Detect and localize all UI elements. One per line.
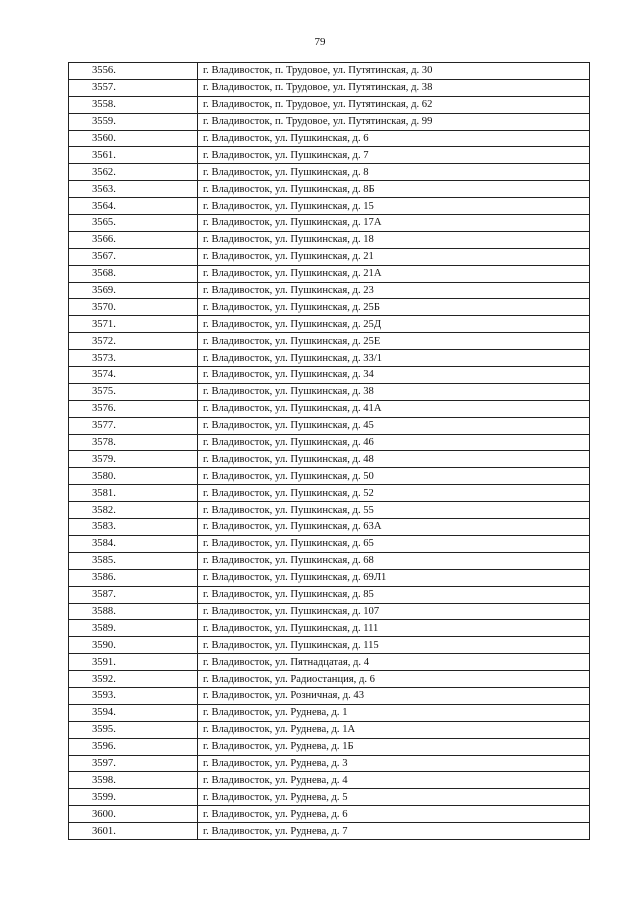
row-number: 3557. [69,79,198,96]
row-address: г. Владивосток, п. Трудовое, ул. Путятинская, д. 30 [198,63,590,80]
row-number: 3574. [69,367,198,384]
row-number: 3579. [69,451,198,468]
row-address: г. Владивосток, ул. Пушкинская, д. 63А [198,519,590,536]
table-row [69,519,590,536]
row-address: г. Владивосток, ул. Пушкинская, д. 23 [198,282,590,299]
row-address: г. Владивосток, ул. Пятнадцатая, д. 4 [198,654,590,671]
row-number: 3580. [69,468,198,485]
table-row [69,316,590,333]
row-number: 3595. [69,721,198,738]
row-number: 3592. [69,671,198,688]
row-address: г. Владивосток, ул. Руднева, д. 1Б [198,738,590,755]
row-number: 3572. [69,333,198,350]
row-address: г. Владивосток, ул. Руднева, д. 6 [198,806,590,823]
row-number: 3585. [69,552,198,569]
row-address: г. Владивосток, п. Трудовое, ул. Путятинская, д. 99 [198,113,590,130]
table-row [69,434,590,451]
row-address: г. Владивосток, ул. Руднева, д. 1А [198,721,590,738]
table-row [69,704,590,721]
row-address: г. Владивосток, ул. Пушкинская, д. 50 [198,468,590,485]
row-address: г. Владивосток, ул. Пушкинская, д. 111 [198,620,590,637]
table-row [69,400,590,417]
row-address: г. Владивосток, ул. Пушкинская, д. 85 [198,586,590,603]
table-row [69,789,590,806]
row-number: 3588. [69,603,198,620]
row-number: 3565. [69,215,198,232]
table-row [69,215,590,232]
row-address: г. Владивосток, ул. Пушкинская, д. 21 [198,248,590,265]
row-address: г. Владивосток, ул. Радиостанция, д. 6 [198,671,590,688]
row-address: г. Владивосток, ул. Пушкинская, д. 6 [198,130,590,147]
row-number: 3556. [69,63,198,80]
row-number: 3577. [69,417,198,434]
table-row [69,569,590,586]
table-row [69,96,590,113]
row-number: 3587. [69,586,198,603]
row-number: 3582. [69,502,198,519]
row-number: 3562. [69,164,198,181]
row-number: 3594. [69,704,198,721]
row-number: 3575. [69,383,198,400]
row-number: 3559. [69,113,198,130]
row-address: г. Владивосток, ул. Пушкинская, д. 18 [198,231,590,248]
table-row [69,738,590,755]
row-number: 3563. [69,181,198,198]
table-row [69,164,590,181]
table-row [69,333,590,350]
row-address: г. Владивосток, п. Трудовое, ул. Путятинская, д. 62 [198,96,590,113]
table-row [69,383,590,400]
table-row [69,671,590,688]
table-row [69,620,590,637]
row-number: 3560. [69,130,198,147]
row-number: 3584. [69,535,198,552]
row-address: г. Владивосток, ул. Пушкинская, д. 55 [198,502,590,519]
row-address: г. Владивосток, ул. Пушкинская, д. 45 [198,417,590,434]
table-row [69,637,590,654]
row-number: 3570. [69,299,198,316]
table-row [69,350,590,367]
row-address: г. Владивосток, ул. Пушкинская, д. 21А [198,265,590,282]
table-row [69,63,590,80]
table-row [69,367,590,384]
table-row [69,130,590,147]
row-address: г. Владивосток, ул. Пушкинская, д. 7 [198,147,590,164]
row-address: г. Владивосток, ул. Пушкинская, д. 15 [198,198,590,215]
table-row [69,282,590,299]
row-number: 3597. [69,755,198,772]
row-number: 3589. [69,620,198,637]
table-row [69,552,590,569]
row-number: 3567. [69,248,198,265]
table-row [69,451,590,468]
row-address: г. Владивосток, ул. Пушкинская, д. 41А [198,400,590,417]
row-address: г. Владивосток, ул. Розничная, д. 43 [198,687,590,704]
row-address: г. Владивосток, ул. Пушкинская, д. 33/1 [198,350,590,367]
table-row [69,485,590,502]
row-address: г. Владивосток, ул. Пушкинская, д. 25Е [198,333,590,350]
row-address: г. Владивосток, ул. Руднева, д. 4 [198,772,590,789]
row-address: г. Владивосток, ул. Пушкинская, д. 8 [198,164,590,181]
page-number: 79 [314,36,326,48]
table-row [69,806,590,823]
row-address: г. Владивосток, ул. Пушкинская, д. 25Б [198,299,590,316]
row-address: г. Владивосток, ул. Руднева, д. 7 [198,823,590,840]
row-address: г. Владивосток, ул. Пушкинская, д. 69Л1 [198,569,590,586]
row-number: 3568. [69,265,198,282]
row-number: 3558. [69,96,198,113]
row-number: 3571. [69,316,198,333]
row-address: г. Владивосток, ул. Пушкинская, д. 46 [198,434,590,451]
row-address: г. Владивосток, п. Трудовое, ул. Путятинская, д. 38 [198,79,590,96]
row-number: 3566. [69,231,198,248]
table-row [69,535,590,552]
table-row [69,113,590,130]
row-number: 3586. [69,569,198,586]
table-row [69,147,590,164]
row-number: 3601. [69,823,198,840]
row-address: г. Владивосток, ул. Пушкинская, д. 115 [198,637,590,654]
row-address: г. Владивосток, ул. Пушкинская, д. 65 [198,535,590,552]
row-number: 3569. [69,282,198,299]
row-address: г. Владивосток, ул. Руднева, д. 1 [198,704,590,721]
table-row [69,468,590,485]
table-row [69,721,590,738]
row-address: г. Владивосток, ул. Руднева, д. 3 [198,755,590,772]
row-address: г. Владивосток, ул. Пушкинская, д. 68 [198,552,590,569]
row-number: 3593. [69,687,198,704]
row-number: 3596. [69,738,198,755]
table-row [69,299,590,316]
row-address: г. Владивосток, ул. Руднева, д. 5 [198,789,590,806]
row-number: 3564. [69,198,198,215]
table-row [69,248,590,265]
row-number: 3573. [69,350,198,367]
address-table [68,62,590,840]
row-number: 3561. [69,147,198,164]
table-row [69,231,590,248]
table-row [69,586,590,603]
table-row [69,654,590,671]
table-row [69,687,590,704]
row-address: г. Владивосток, ул. Пушкинская, д. 52 [198,485,590,502]
table-row [69,417,590,434]
row-address: г. Владивосток, ул. Пушкинская, д. 38 [198,383,590,400]
row-number: 3600. [69,806,198,823]
table-row [69,823,590,840]
row-address: г. Владивосток, ул. Пушкинская, д. 34 [198,367,590,384]
row-address: г. Владивосток, ул. Пушкинская, д. 17А [198,215,590,232]
row-address: г. Владивосток, ул. Пушкинская, д. 8Б [198,181,590,198]
row-number: 3590. [69,637,198,654]
table-row [69,755,590,772]
row-number: 3598. [69,772,198,789]
row-number: 3576. [69,400,198,417]
table-row [69,265,590,282]
row-address: г. Владивосток, ул. Пушкинская, д. 25Д [198,316,590,333]
row-address: г. Владивосток, ул. Пушкинская, д. 48 [198,451,590,468]
address-table-body [69,63,590,840]
table-row [69,198,590,215]
table-row [69,502,590,519]
table-row [69,181,590,198]
row-number: 3583. [69,519,198,536]
row-number: 3578. [69,434,198,451]
row-number: 3581. [69,485,198,502]
table-row [69,603,590,620]
row-number: 3599. [69,789,198,806]
row-address: г. Владивосток, ул. Пушкинская, д. 107 [198,603,590,620]
table-row [69,79,590,96]
row-number: 3591. [69,654,198,671]
table-row [69,772,590,789]
